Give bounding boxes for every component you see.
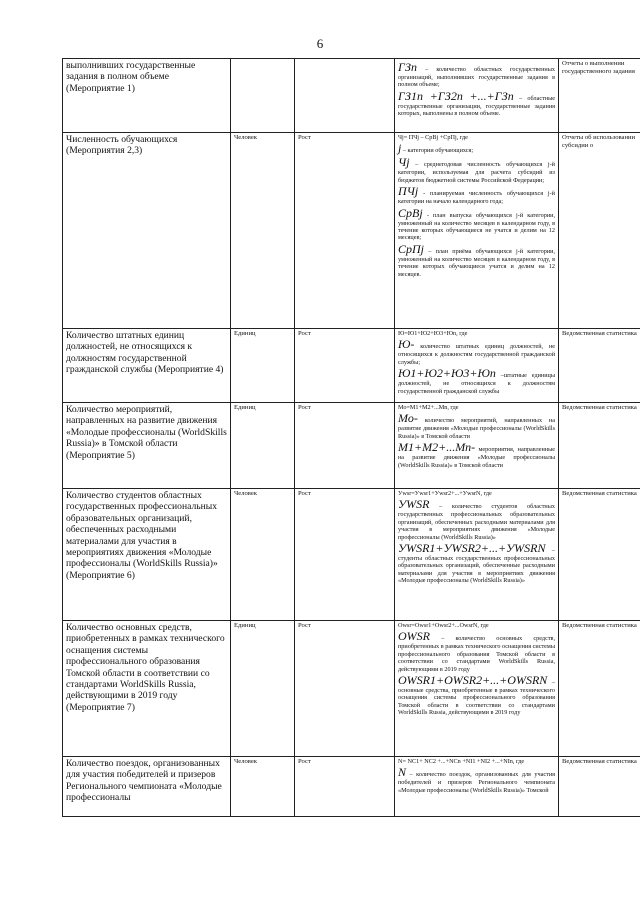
source-cell: Отчеты об использовании субсидии о (559, 133, 640, 329)
direction-cell: Рост (295, 757, 395, 817)
formula-text: – количество областных государственных организаций, выполнивших государственные задания в полном объеме; (398, 66, 555, 89)
indicator-cell: Численность обучающихся (Мероприятия 2,3) (63, 133, 231, 329)
direction-cell (295, 59, 395, 133)
formula-header: Оwsr=Оwsr1+Оwsr2+...ОwsrN, где (398, 622, 489, 629)
formula-symbol: ГЗп (398, 60, 417, 74)
table-row (63, 621, 640, 757)
formula-symbol: j (398, 141, 402, 156)
formula-cell (395, 757, 559, 817)
formula-text: – категории обучающихся; (401, 147, 474, 155)
formula-text: – план приёма обучающихся j-й категории, умноженный на количество месяцев в календарном году, в течение которых обучающиеся учатся и делим на 12 месяцев. (398, 247, 555, 278)
table-row (63, 133, 640, 329)
formula-text: – количество основных средств, приобретенных в рамках технического оснащения системы профессионального образования Томской области в соответствии со стандартами WorldSkills Russia, действующими в 2019 году (398, 635, 555, 673)
table-row (63, 757, 640, 817)
formula-text: – количество поездок, организованных для участия победителей и призеров Регионального чемпионата «Молодые профессионалы (WorldSkills Russia)» Томской (398, 771, 555, 794)
formula-text: - планируемая численность обучающихся j-й категории на начало календарного года; (398, 190, 555, 206)
unit-cell: Человек (231, 489, 295, 621)
unit-cell: Единиц (231, 621, 295, 757)
formula-text: – среднегодовая численность обучающихся j-й категории, используемая для расчета субсидий из бюджетов бюджетной системы Российской Федерации; (398, 161, 555, 184)
indicator-cell: Количество основных средств, приобретенных в рамках технического оснащения системы профессионального образования Томской области в соответствии со стандартами WorldSkills Russia, действующими в 2019 году (Мероприятие 7) (63, 621, 231, 757)
formula-header: Уwsr=Уwsr1+Уwsr2+...+УwsrN, где (398, 490, 492, 497)
formula-expression: ГЗ1п +ГЗ2п +...+ГЗп (398, 88, 514, 103)
formula-cell (395, 621, 559, 757)
direction-cell: Рост (295, 329, 395, 403)
indicator-cell: Количество мероприятий, направленных на развитие движения «Молодые профессионалы (WorldSkills Russia)» в Томской области (Мероприятие 5) (63, 403, 231, 489)
source-cell: Ведомственная статистика (559, 403, 640, 489)
source-cell: Ведомственная статистика (559, 329, 640, 403)
formula-text: - план выпуска обучающихся j-й категории, умноженный на количество месяцев в календарном году, в течение которых обучающиеся не учатся и делим на 12 месяцев; (398, 211, 555, 242)
indicators-table (62, 58, 640, 817)
formula-symbol: Чj (398, 155, 410, 170)
direction-cell: Рост (295, 403, 395, 489)
unit-cell: Единиц (231, 329, 295, 403)
formula-text: мероприятия, направленные на развитие движения «Молодые профессионалы (WorldSkills Russia)» в Томской области (398, 446, 555, 469)
formula-symbol: УWSR (398, 497, 430, 512)
unit-cell: Человек (231, 757, 295, 817)
formula-symbol: ОWSR (398, 629, 430, 644)
formula-expression: Ю1+Ю2+Ю3+Юn (398, 366, 496, 381)
formula-text: – количество студентов областных государственных профессиональных образовательных организаций, обеспеченных расходными материалами для участия в мероприятиях движения «Молодые профессионалы (WorldSkills Russia)» (398, 503, 555, 541)
formula-symbol: СрПj (398, 241, 425, 256)
source-cell: Ведомственная статистика (559, 489, 640, 621)
formula-expression: ОWSR1+ОWSR2+...+ОWSRN (398, 673, 548, 688)
unit-cell (231, 59, 295, 133)
indicator-cell: Количество поездок, организованных для участия победителей и призеров Регионального чемпионата «Молодые профессионалы (63, 757, 231, 817)
page-number: 6 (316, 36, 324, 51)
formula-symbol: Мо- (398, 411, 418, 426)
table-row (63, 59, 640, 133)
indicator-cell: Количество студентов областных государственных профессиональных образовательных организаций, обеспеченных расходными материалами для участия в мероприятиях движения «Молодые профессионалы (WorldSkills Russia)» (Мероприятие 6) (63, 489, 231, 621)
source-cell: Ведомственная статистика (559, 757, 640, 817)
formula-text: количество штатных единиц должностей, не относящихся к должностям государственной гражданской службы; (398, 343, 555, 366)
formula-header: Ю=Ю1+Ю2+Ю3+Юn, где (398, 330, 468, 337)
formula-header: N= NC1+ NC2 +...+NCn +NI1 +NI2 +...+NIn, где (398, 758, 525, 765)
formula-header: Мо=М1+М2+...Мn, где (398, 404, 459, 411)
formula-cell (395, 133, 559, 329)
formula-symbol: СрВj (398, 205, 423, 220)
unit-cell: Человек (231, 133, 295, 329)
formula-symbol: Ю- (398, 337, 415, 352)
indicator-cell: выполнивших государственные задания в полном объеме (Мероприятие 1) (63, 59, 231, 133)
formula-cell (395, 59, 559, 133)
formula-cell (395, 403, 559, 489)
direction-cell: Рост (295, 133, 395, 329)
table-row (63, 403, 640, 489)
unit-cell: Единиц (231, 403, 295, 489)
direction-cell: Рост (295, 489, 395, 621)
formula-text: –штатные единицы должностей, не относящихся к должностям государственной гражданской службы (398, 372, 555, 395)
source-cell: Отчеты о выполнении государственного задания (559, 59, 640, 133)
formula-header: Чj= ПЧj – СрВj +СрПj, где (398, 134, 468, 141)
formula-symbol: N (398, 765, 407, 780)
formula-expression: М1+М2+...Мn- (398, 440, 476, 455)
formula-text: количество мероприятий, направленных на развитие движения «Молодые профессионалы (WorldSkills Russia)» в Томской области (398, 417, 555, 440)
formula-symbol: ПЧj (398, 184, 419, 199)
table-row (63, 329, 640, 403)
formula-cell (395, 329, 559, 403)
formula-text: – студенты областных государственных профессиональных образовательных организаций, обеспеченные расходными материалами для участия в мероприятиях движения «Молодые профессионалы (WorldSkills Russia)» (398, 547, 555, 585)
direction-cell: Рост (295, 621, 395, 757)
formula-text: – основные средства, приобретенные в рамках технического оснащения системы профессионального образования Томской области в соответствии со стандартами WorldSkills Russia, действующими в 2019 году (398, 679, 555, 717)
source-cell: Ведомственная статистика (559, 621, 640, 757)
table-row (63, 489, 640, 621)
formula-text: – областные государственные организации, государственные задания которых, выполнены в полном объеме. (398, 94, 555, 118)
formula-expression: УWSR1+УWSR2+...+УWSRN (398, 541, 546, 556)
indicator-cell: Количество штатных единиц должностей, не относящихся к должностям государственной гражданской службы (Мероприятие 4) (63, 329, 231, 403)
formula-cell (395, 489, 559, 621)
